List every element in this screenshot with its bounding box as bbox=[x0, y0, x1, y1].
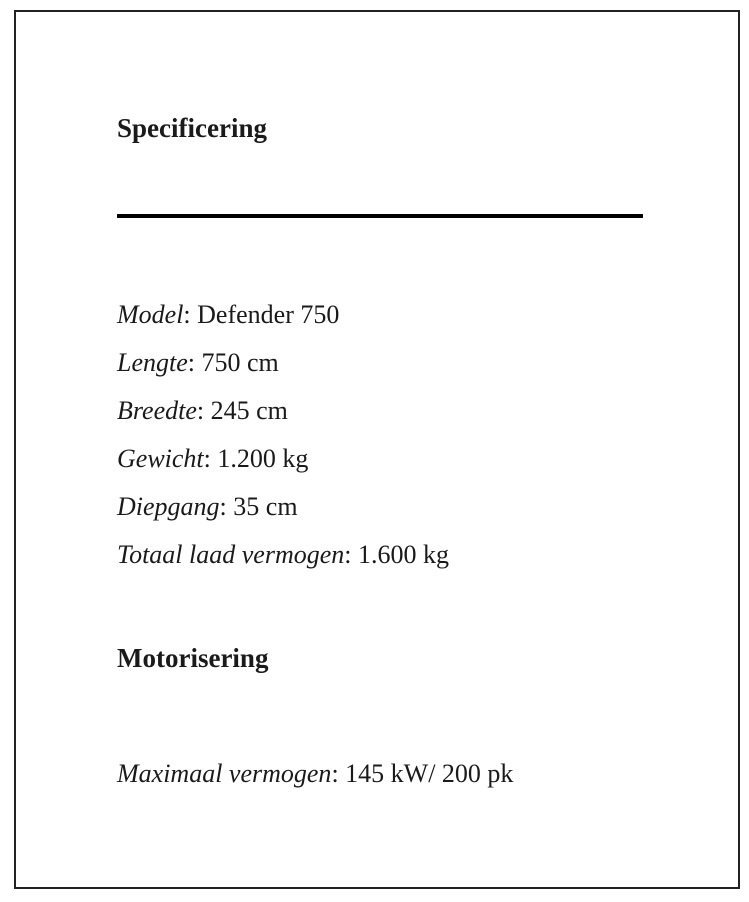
spec-label-model: Model bbox=[117, 300, 184, 329]
spec-label-lengte: Lengte bbox=[117, 348, 188, 377]
separator: : bbox=[196, 396, 205, 425]
spec-label-laadvermogen: Totaal laad vermogen bbox=[117, 540, 345, 569]
separator: : bbox=[183, 300, 191, 329]
spec-row-lengte bbox=[117, 339, 449, 387]
heading-divider bbox=[117, 214, 643, 218]
separator: : bbox=[219, 492, 227, 521]
spec-row-gewicht bbox=[117, 435, 449, 483]
specificering-heading: Specificering bbox=[117, 113, 267, 143]
motorisering-heading: Motorisering bbox=[117, 643, 269, 673]
spec-label-diepgang: Diepgang bbox=[117, 492, 220, 521]
separator: : bbox=[331, 759, 339, 788]
motor-row-vermogen bbox=[117, 750, 513, 798]
spec-value-lengte: 750 cm bbox=[201, 348, 279, 377]
spec-label-breedte: Breedte bbox=[117, 396, 197, 425]
motor-label-vermogen: Maximaal vermogen bbox=[117, 759, 332, 788]
spec-row-diepgang bbox=[117, 483, 449, 531]
spec-value-laadvermogen: 1.600 kg bbox=[358, 540, 449, 569]
spec-value-diepgang: 35 cm bbox=[233, 492, 298, 521]
separator: : bbox=[344, 540, 352, 569]
spec-value-breedte: 245 cm bbox=[210, 396, 288, 425]
spec-row-laadvermogen bbox=[117, 531, 449, 579]
spec-row-model bbox=[117, 291, 449, 339]
spec-list bbox=[117, 291, 449, 579]
spec-value-gewicht: 1.200 kg bbox=[217, 444, 309, 473]
spec-value-model: Defender 750 bbox=[197, 300, 340, 329]
spec-card bbox=[14, 10, 740, 889]
spec-label-gewicht: Gewicht bbox=[117, 444, 204, 473]
motor-value-vermogen: 145 kW/ 200 pk bbox=[345, 759, 514, 788]
separator: : bbox=[187, 348, 195, 377]
motor-list bbox=[117, 750, 513, 798]
spec-row-breedte bbox=[117, 387, 449, 435]
separator: : bbox=[203, 444, 211, 473]
